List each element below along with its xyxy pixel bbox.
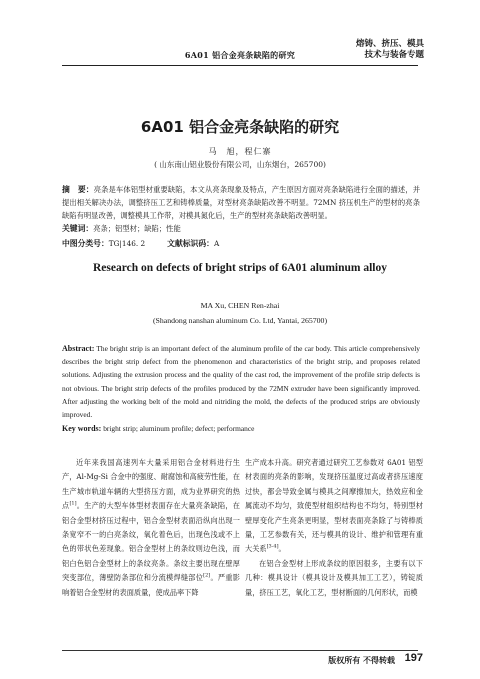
affiliation-en: (Shandong nanshan aluminum Co. Ltd, Yantai, 265700)	[152, 316, 328, 325]
classification-cn	[62, 238, 420, 250]
body-column-left	[62, 456, 240, 600]
abstract-cn-text: 亮条是车体铝型材重要缺陷，本文从亮条现象及特点，产生原因方面对亮条缺陷进行全面的描述，并提出相关解决办法，调整挤压工艺和铸棒质量，对型材亮条缺陷改善不明显。72MN 挤压机生产的型材的亮条缺陷有明显改善，调整模具工作带，对模具氮化后，生产的型材亮条缺陷改善明显。	[62, 185, 421, 220]
doc-code-value: A	[213, 239, 220, 248]
article-title-en: Research on defects of bright strips of 6A01 aluminum alloy	[93, 262, 387, 274]
affiliation-cn: ( 山东南山铝业股份有限公司，山东烟台，265700)	[154, 160, 326, 169]
body-paragraph: 生产成本升高。研究者通过研究工艺参数对 6A01 铝型材表面的亮条的影响，发现挤压温度过高或者挤压速度过快，都会导致金属与模具之间摩擦加大，热效应和金属流动不均匀，致使型材组织结构也不均匀，特别型材壁厚变化产生亮条更明显，型材表面亮条除了与铸棒质量，工艺参数有关，还与模具的设计、维护和管理有重大关系[3-4]。	[245, 458, 423, 554]
citation-ref: [1]	[69, 500, 77, 507]
keywords-en	[62, 423, 420, 435]
keywords-en-label: Key words:	[62, 424, 102, 433]
header-rule	[62, 65, 418, 66]
keywords-cn	[62, 223, 420, 235]
authors-en: MA Xu, CHEN Ren-zhai	[200, 301, 280, 310]
abstract-en-label: Abstract:	[62, 344, 95, 353]
body-paragraph: 在铝合金型材上形成条纹的原因很多，主要有以下几种：模具设计（模具设计及模具加工工艺），铸锭质量，挤压工艺，氧化工艺，型材断面的几何形状，而模	[245, 558, 423, 597]
body-paragraph: 近年来我国高速列车大量采用铝合金材料进行生产，Al-Mg-Si 合金中的强度、耐腐蚀和高疲劳性能，在生产城市轨道车辆的大型挤压方面，成为业界研究的热点[1]。生产的大型车体型材表面存在大量亮条缺陷，在铝合金型材挤压过程中，铝合金型材表面沿纵向出现一条宽窄不一的白亮条纹，氧化着色后，出现色浅或不上色的带状色差现象。铝合金型材上的条纹则边色浅，而铝白色铝合金型材上的条纹亮条。条纹主要出现在壁厚突变部位，薄壁防条部位和分流模焊缝部位[2]。严重影响着铝合金型材的表面质量，使成品率下降	[62, 458, 240, 597]
article-title-cn: 6A01 铝合金亮条缺陷的研究	[140, 118, 340, 136]
page-number: 197	[404, 652, 423, 664]
clc-value: TG|146. 2	[108, 239, 146, 248]
keywords-en-text: bright strip; aluminum profile; defect; performance	[103, 424, 255, 433]
journal-section-label	[356, 39, 424, 61]
journal-line-2: 技术与装备专题	[364, 50, 424, 60]
clc-label: 中图分类号：	[62, 239, 109, 248]
copyright-notice: 版权所有 不得转载	[328, 655, 395, 665]
footer-rule	[62, 650, 418, 651]
abstract-cn	[62, 183, 420, 222]
doc-code-label: 文献标识码：	[167, 239, 214, 248]
running-title: 6A01 铝合金亮条缺陷的研究	[184, 50, 296, 60]
abstract-cn-label: 摘 要：	[62, 185, 94, 194]
abstract-en-text: The bright strip is an important defect of the aluminum profile of the car body. This article comprehensively describes the bright strip defect from the phenomenon and characteristics of the bright strip, and proposes related solutions. Adjusting the extrusion process and the quality of the cast rod, the improvement of the profile strip defects is not obvious. The bright strip defects of the profiles produced by the 72MN extruder have been significantly improved. After adjusting the working belt of the mold and nitriding the mold, the defects of the produced strips are obviously improved.	[62, 344, 420, 420]
keywords-cn-text: 亮条；铝型材；缺陷；性能	[93, 224, 181, 233]
keywords-cn-label: 关键词：	[62, 224, 94, 233]
citation-ref: [3-4]	[266, 544, 279, 551]
body-column-right	[245, 456, 423, 600]
abstract-en	[62, 342, 420, 421]
authors-cn: 马 旭，程仁寨	[208, 147, 272, 156]
citation-ref: [2]	[203, 572, 211, 579]
journal-line-1: 熔铸、挤压、模具	[355, 39, 424, 49]
